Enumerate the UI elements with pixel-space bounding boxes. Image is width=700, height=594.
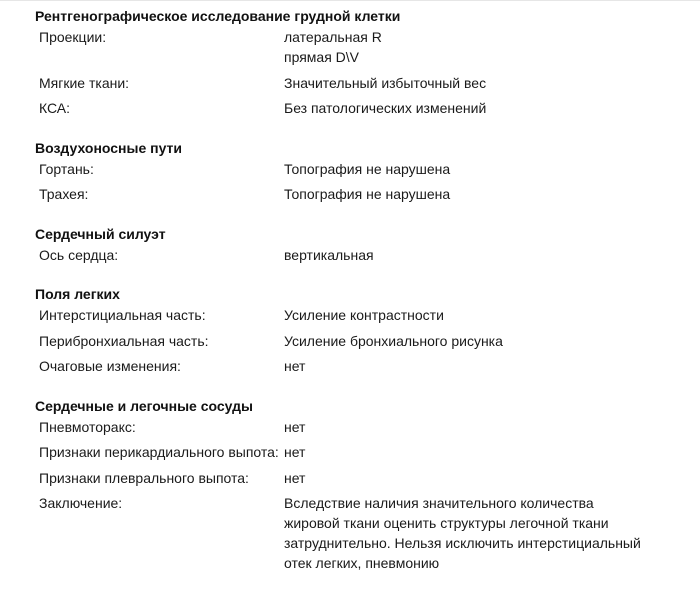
row-value-line: Топография не нарушена bbox=[284, 186, 451, 202]
report-row bbox=[35, 305, 685, 325]
report-section bbox=[35, 398, 685, 574]
row-value-line: Усиление контрастности bbox=[284, 307, 444, 323]
row-value-line: Без патологических изменений bbox=[284, 100, 487, 116]
xray-report bbox=[35, 8, 685, 579]
row-label: Проекции: bbox=[39, 29, 107, 45]
row-value-line: латеральная R bbox=[284, 29, 382, 45]
row-label: Трахея: bbox=[39, 186, 89, 202]
row-label: Пневмоторакс: bbox=[39, 418, 136, 435]
row-value bbox=[284, 331, 649, 351]
section-title: Сердечный силуэт bbox=[35, 225, 166, 242]
row-label: Очаговые изменения: bbox=[39, 358, 181, 374]
row-value-line: отек легких, пневмонию bbox=[284, 555, 440, 571]
row-label: Мягкие ткани: bbox=[39, 74, 130, 91]
section-gap bbox=[35, 270, 685, 286]
row-value-line: Значительный избыточный вес bbox=[284, 74, 487, 91]
row-value-line: нет bbox=[284, 418, 306, 435]
report-section bbox=[35, 140, 685, 205]
section-gap bbox=[35, 382, 685, 398]
row-label: Перибронхиальная часть: bbox=[39, 332, 209, 349]
row-value bbox=[284, 184, 649, 204]
row-label: Признаки плеврального выпота: bbox=[39, 469, 249, 486]
report-row bbox=[35, 98, 685, 118]
report-section bbox=[35, 226, 685, 265]
section-gap bbox=[35, 124, 685, 140]
row-value-line: Вследствие наличия значительного количества bbox=[284, 495, 594, 511]
row-label: Заключение: bbox=[39, 495, 123, 511]
row-value bbox=[284, 245, 649, 265]
report-row bbox=[35, 356, 685, 376]
section-gap bbox=[35, 210, 685, 226]
row-value bbox=[284, 27, 649, 67]
section-title: Рентгенографическое исследование грудной клетки bbox=[35, 8, 401, 24]
row-value-line: затруднительно. Нельзя исключить интерстициальный bbox=[284, 535, 641, 551]
report-row bbox=[35, 493, 685, 573]
report-section bbox=[35, 286, 685, 376]
row-label: Интерстициальная часть: bbox=[39, 307, 206, 323]
top-divider bbox=[0, 0, 700, 1]
report-row bbox=[35, 159, 685, 179]
row-value bbox=[284, 493, 649, 573]
row-value bbox=[284, 468, 649, 488]
section-title: Воздухоносные пути bbox=[35, 139, 183, 156]
row-value-line: нет bbox=[284, 444, 306, 460]
row-value-line: вертикальная bbox=[284, 246, 374, 263]
report-row bbox=[35, 468, 685, 488]
row-value-line: нет bbox=[284, 358, 306, 374]
report-section bbox=[35, 8, 685, 118]
row-value bbox=[284, 98, 649, 118]
row-label: Признаки перикардиального выпота: bbox=[39, 444, 279, 460]
row-label: КСА: bbox=[39, 100, 71, 116]
report-row bbox=[35, 184, 685, 204]
report-row bbox=[35, 27, 685, 67]
row-label: Ось сердца: bbox=[39, 246, 119, 263]
section-title: Поля легких bbox=[35, 286, 120, 302]
row-value-line: Усиление бронхиального рисунка bbox=[284, 332, 503, 349]
report-row bbox=[35, 73, 685, 93]
report-row bbox=[35, 245, 685, 265]
row-value-line: прямая D\V bbox=[284, 49, 360, 65]
row-value bbox=[284, 305, 649, 325]
row-value bbox=[284, 356, 649, 376]
row-value-line: Топография не нарушена bbox=[284, 160, 451, 177]
row-value bbox=[284, 73, 649, 93]
report-row bbox=[35, 442, 685, 462]
row-value-line: нет bbox=[284, 469, 306, 486]
report-row bbox=[35, 331, 685, 351]
row-value bbox=[284, 417, 649, 437]
row-value-line: жировой ткани оценить структуры легочной ткани bbox=[284, 515, 609, 531]
section-title: Сердечные и легочные сосуды bbox=[35, 397, 253, 414]
report-row bbox=[35, 417, 685, 437]
row-value bbox=[284, 159, 649, 179]
row-label: Гортань: bbox=[39, 160, 94, 177]
row-value bbox=[284, 442, 649, 462]
